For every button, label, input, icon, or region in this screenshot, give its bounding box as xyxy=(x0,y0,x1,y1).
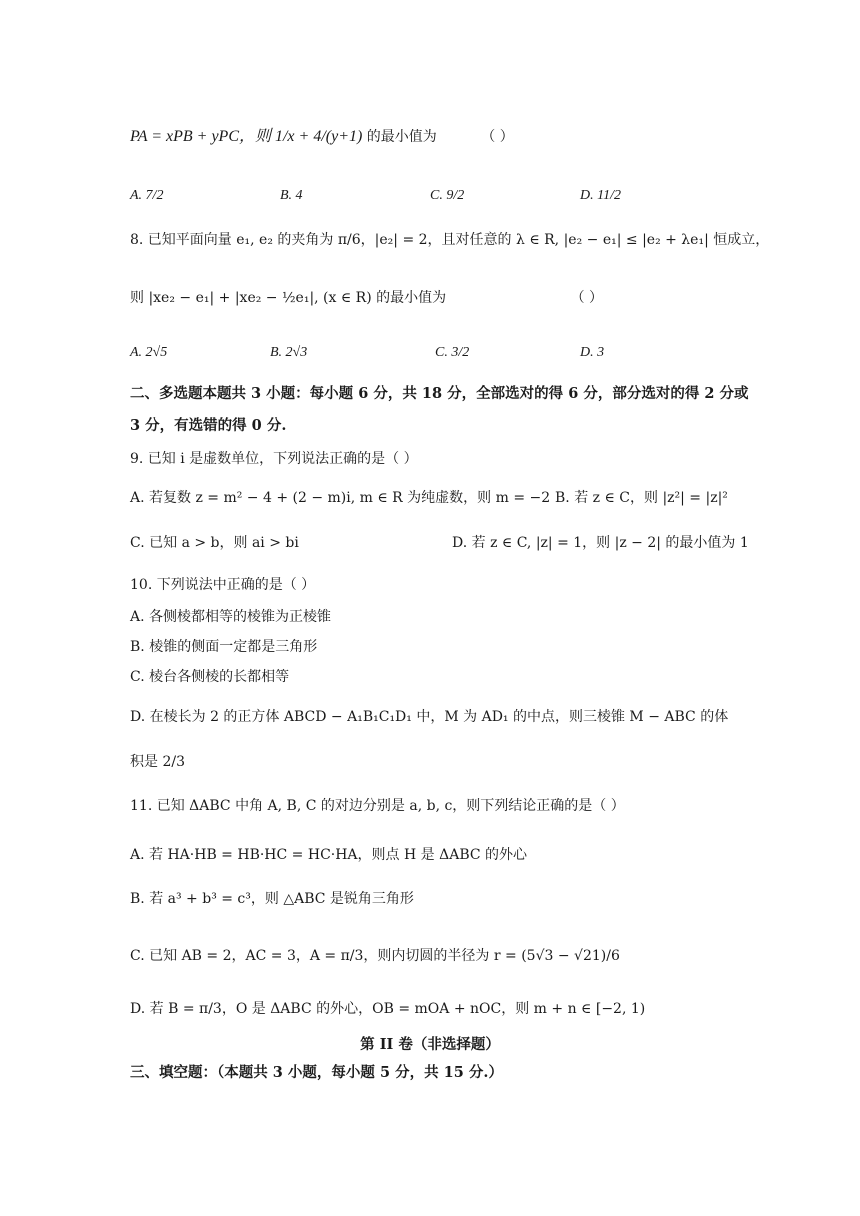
q10-option-c[interactable]: C. 棱台各侧棱的长都相等 xyxy=(130,669,290,685)
q8-option-b[interactable]: B. 2√3 xyxy=(270,345,308,360)
q9-stem: 9. 已知 i 是虚数单位，下列说法正确的是（ ） xyxy=(130,451,418,467)
q7-paren: （ ） xyxy=(481,129,514,145)
q7-text: 的最小值为 xyxy=(366,129,437,145)
section2-heading-line2: 3 分，有选错的得 0 分. xyxy=(130,417,287,434)
q10-option-a[interactable]: A. 各侧棱都相等的棱锥为正棱锥 xyxy=(130,609,332,625)
q8-option-c[interactable]: C. 3/2 xyxy=(435,345,470,360)
q8-line2-text: 则 |xe₂ − e₁| + |xe₂ − ½e₁|, (x ∈ R) 的最小值为 xyxy=(130,290,447,306)
q10-option-d-line1[interactable]: D. 在棱长为 2 的正方体 ABCD − A₁B₁C₁D₁ 中，M 为 AD₁ 的中点，则三棱锥 M − ABC 的体 xyxy=(130,709,729,725)
q7-option-a[interactable]: A. 7/2 xyxy=(130,188,164,203)
q11-stem: 11. 已知 ΔABC 中角 A, B, C 的对边分别是 a, b, c，则下列结论正确的是（ ） xyxy=(130,798,625,814)
q8-paren: （ ） xyxy=(570,290,604,306)
q7-option-d[interactable]: D. 11/2 xyxy=(580,188,621,203)
q9-option-d[interactable]: D. 若 z ∈ C, |z| = 1，则 |z − 2| 的最小值为 1 xyxy=(452,535,749,551)
q11-option-b[interactable]: B. 若 a³ + b³ = c³，则 △ABC 是锐角三角形 xyxy=(130,891,414,907)
section3-heading: 三、填空题：（本题共 3 小题，每小题 5 分，共 15 分.） xyxy=(130,1064,503,1081)
part2-title: 第 II 卷（非选择题） xyxy=(360,1036,500,1053)
q10-option-d-line2[interactable]: 积是 2/3 xyxy=(130,754,185,770)
q11-option-c[interactable]: C. 已知 AB = 2，AC = 3，A = π/3，则内切圆的半径为 r = (5√3 − √21)/6 xyxy=(130,948,620,964)
q8-option-a[interactable]: A. 2√5 xyxy=(130,345,168,360)
q8-option-d[interactable]: D. 3 xyxy=(580,345,605,360)
q10-stem: 10. 下列说法中正确的是（ ） xyxy=(130,577,316,593)
section2-heading-line1: 二、多选题本题共 3 小题：每小题 6 分，共 18 分，全部选对的得 6 分，部分选对的得 2 分或 xyxy=(130,385,749,402)
q7-option-b[interactable]: B. 4 xyxy=(280,188,303,203)
q7-stem xyxy=(130,127,514,147)
q11-option-a[interactable]: A. 若 HA·HB = HB·HC = HC·HA，则点 H 是 ΔABC 的外心 xyxy=(130,847,528,863)
q8-stem-line1: 8. 已知平面向量 e₁, e₂ 的夹角为 π/6，|e₂| = 2，且对任意的 λ ∈ R, |e₂ − e₁| ≤ |e₂ + λe₁| 恒成立， xyxy=(130,232,770,248)
q7-option-c[interactable]: C. 9/2 xyxy=(430,188,465,203)
q9-option-b[interactable]: B. 若 z ∈ C，则 |z²| = |z|² xyxy=(555,490,728,506)
q11-option-d[interactable]: D. 若 B = π/3，O 是 ΔABC 的外心，OB = mOA + nOC，则 m + n ∈ [−2, 1) xyxy=(130,1001,646,1017)
q10-option-b[interactable]: B. 棱锥的侧面一定都是三角形 xyxy=(130,639,318,655)
q9-option-c[interactable]: C. 已知 a > b，则 ai > bi xyxy=(130,535,299,551)
q9-option-a[interactable]: A. 若复数 z = m² − 4 + (2 − m)i, m ∈ R 为纯虚数，则 m = −2 xyxy=(130,490,551,506)
q8-stem-line2 xyxy=(130,288,603,308)
q7-math: PA = xPB + yPC，则 1/x + 4/(y+1) xyxy=(130,128,363,145)
